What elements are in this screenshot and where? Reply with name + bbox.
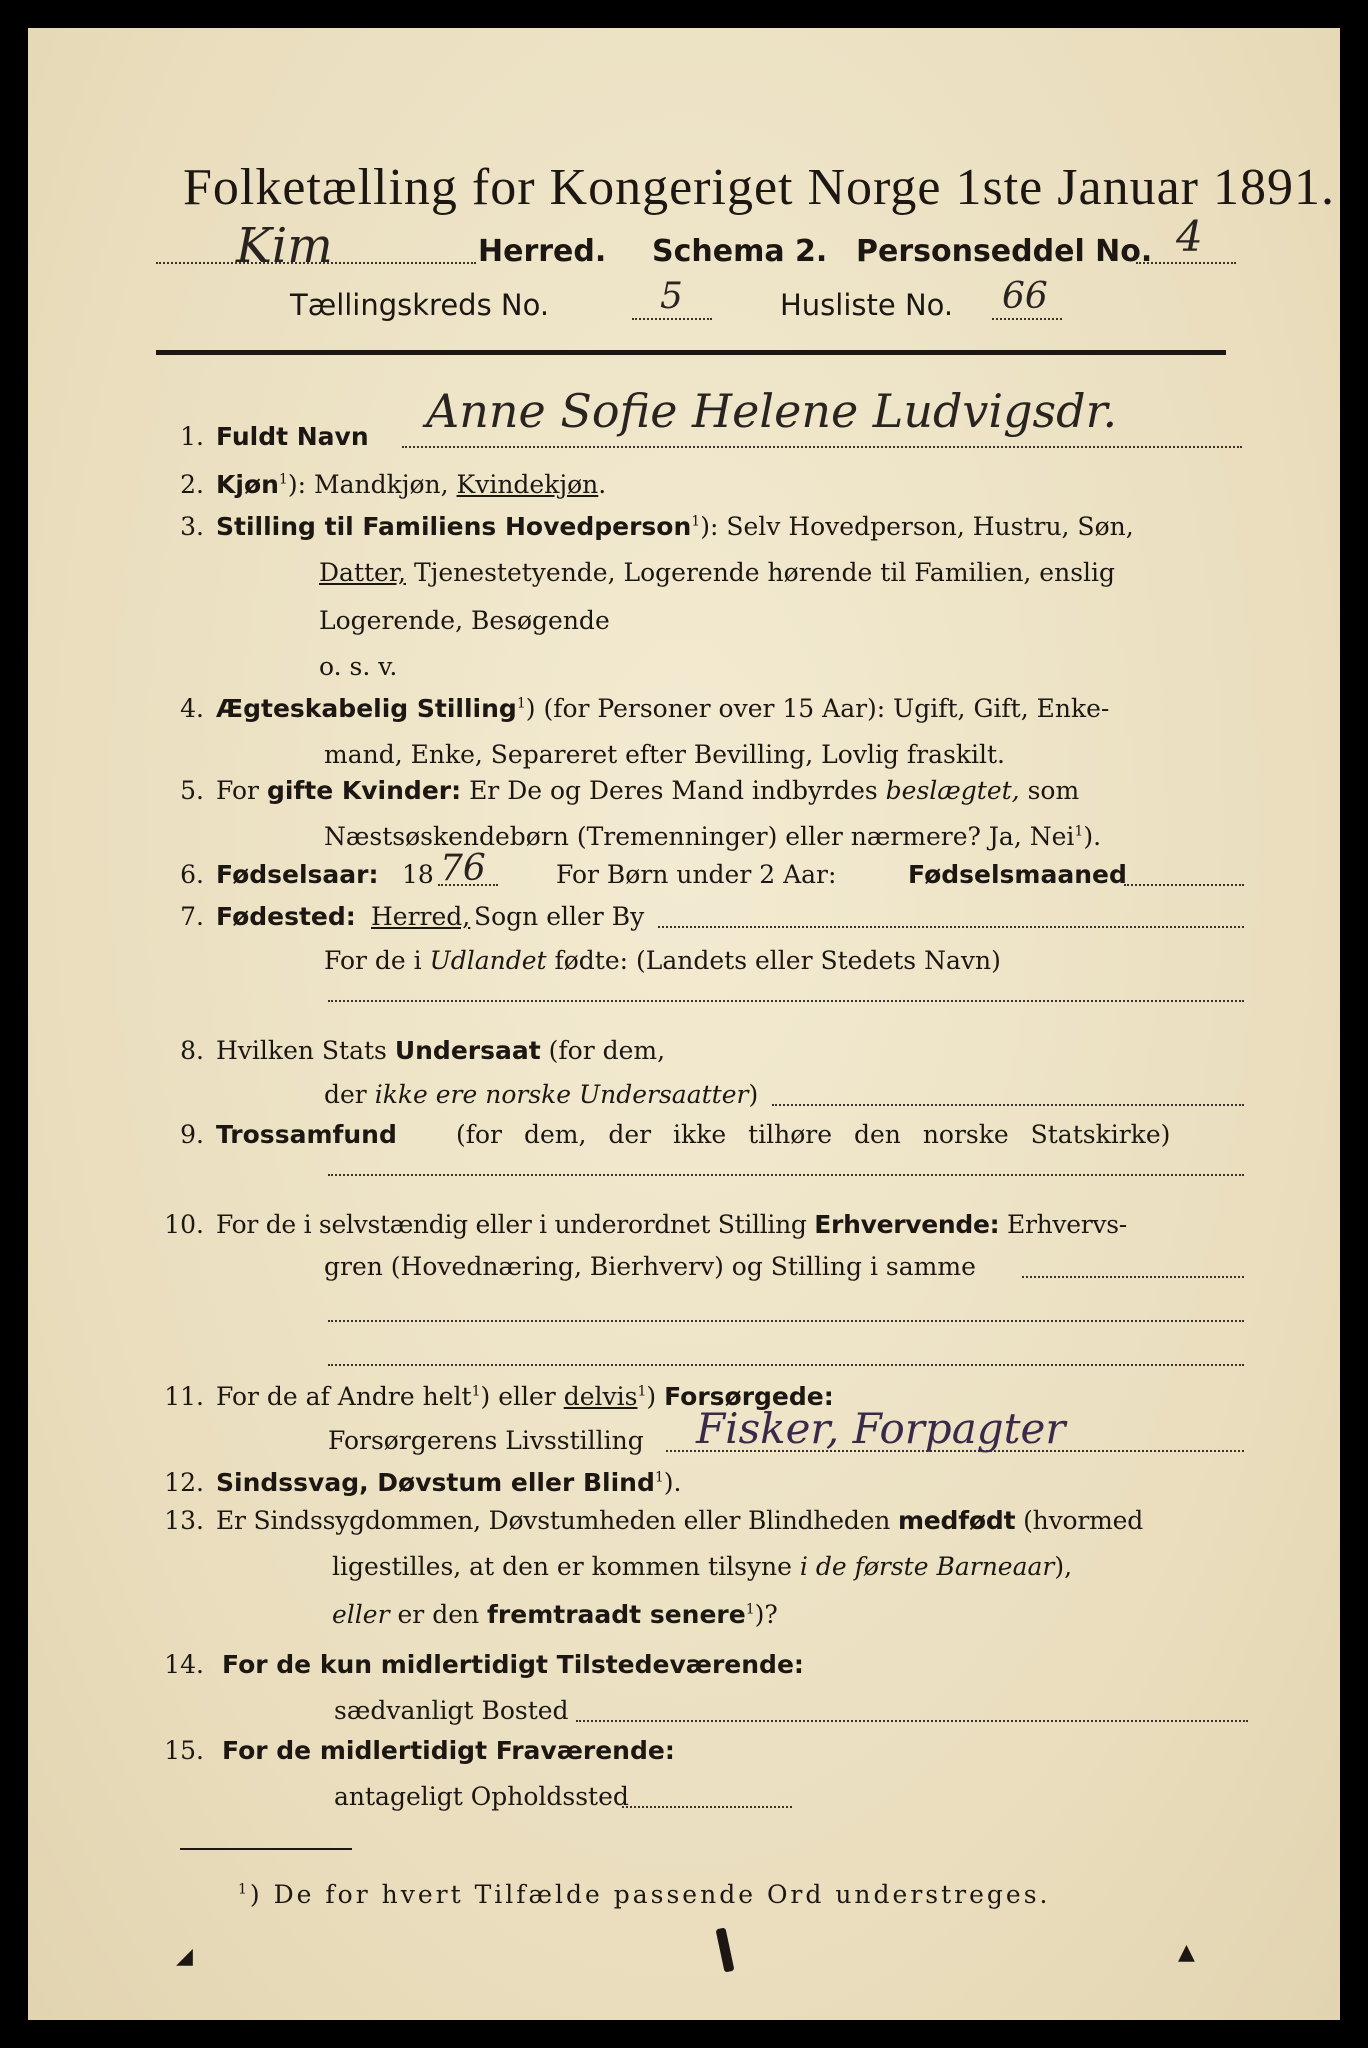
kreds-value: 5	[660, 276, 683, 317]
kreds-line	[290, 276, 1190, 330]
q6-value: 76	[440, 848, 486, 889]
personseddel-value: 4	[1176, 212, 1203, 261]
corner-mark-left: ◢	[176, 1944, 193, 1969]
q11-marked-option: delvis	[563, 1382, 638, 1411]
herred-line	[156, 212, 1246, 278]
header-rule	[156, 350, 1226, 355]
herred-value: Kim	[236, 218, 333, 274]
husliste-value: 66	[1002, 276, 1048, 317]
husliste-label: Husliste No.	[780, 288, 954, 322]
q1-value: Anne Sofie Helene Ludvigsdr.	[426, 384, 1118, 438]
footnote-rule	[180, 1848, 352, 1850]
q3-marked-option: Datter,	[319, 558, 406, 587]
footnote: $^1$) De for hvert Tilfælde passende Ord understreges.	[238, 1880, 1051, 1909]
herred-label: Herred.	[478, 234, 607, 269]
schema-label: Schema 2.	[652, 234, 828, 269]
q11-value: Fisker, Forpagter	[696, 1404, 1066, 1453]
form-title: Folketælling for Kongeriget Norge 1ste Januar 1891.	[183, 159, 1335, 216]
q1-label: Fuldt Navn	[216, 422, 369, 451]
q7-marked-option: Herred,	[371, 902, 471, 931]
q1-full-name: 1. Fuldt Navn Anne Sofie Helene Ludvigsdr.	[156, 420, 1246, 460]
corner-mark-right: ▲	[1178, 1940, 1195, 1965]
personseddel-label: Personseddel No.	[856, 234, 1153, 269]
census-form-page: Folketælling for Kongeriget Norge 1ste Januar 1891. Kim Herred. Schema 2. Personseddel No. 4 Tællingskreds No. 5 Husliste No. 66 1. Fuldt Navn Anne Sofie Helene Ludvigsdr. 2. Kjøn$^1$): Mandkjøn, Kvindekjøn. 3. Stilling til Familiens Hovedperson$^1$): Selv Hovedperson, Hustru, Søn, Datter, Tjenestetyende, Logerende hørende til Familien, enslig Logerende, Besøgende o. s. v. 4. Ægteskabelig Stilling$^1$) (for Personer over 15 Aar): Ugift, Gift, Enke- mand, Enke, Separeret efter Bevilling, Lovlig fraskilt. 5. For gifte Kvinder: Er De og Deres Mand indbyrdes beslægtet, som Næstsøskendebørn (Tremenninger) eller nærmere? Ja, Nei$^1$). 6. Fødselsaar: 18 76 For Børn under 2 Aar: Fødselsmaaned 7. Fødested: Herred, Sogn eller By For de i Udlandet fødte: (Landets eller Stedets Navn) 8. Hvilken Stats Undersaat (for dem, der ikke ere norske Undersaatter) 9. Trossamfund (for dem, der ikke tilhøre den norske Statskirke) 10. For de i selvstændig eller i underordnet Stilling Erhvervende: Erhvervs- gren (Hovednæring, Bierhverv) og Stilling i samme 11. For de af Andre helt$^1$) eller delvis$^1$) Forsørgede: Forsørgerens Livsstilling Fisker, Forpagter 12. Sindssvag, Døvstum eller Blind$^1$). 13. Er Sindssygdommen, Døvstumheden eller Blindheden medfødt (hvormed ligestilles, at den er kommen tilsyne i de første Barneaar), eller er den fremtraadt senere$^1$)? 14. For de kun midlertidigt Tilstedeværende: sædvanligt Bosted 15. For de midlertidigt Fraværende: antageligt Opholdssted $^1$) De for hvert Tilfælde passende Ord understreges. ◢ ▲	[28, 28, 1340, 2020]
q2-marked-option: Kvindekjøn	[456, 470, 599, 499]
kreds-label: Tællingskreds No.	[290, 288, 550, 322]
ink-mark	[716, 1927, 735, 1972]
